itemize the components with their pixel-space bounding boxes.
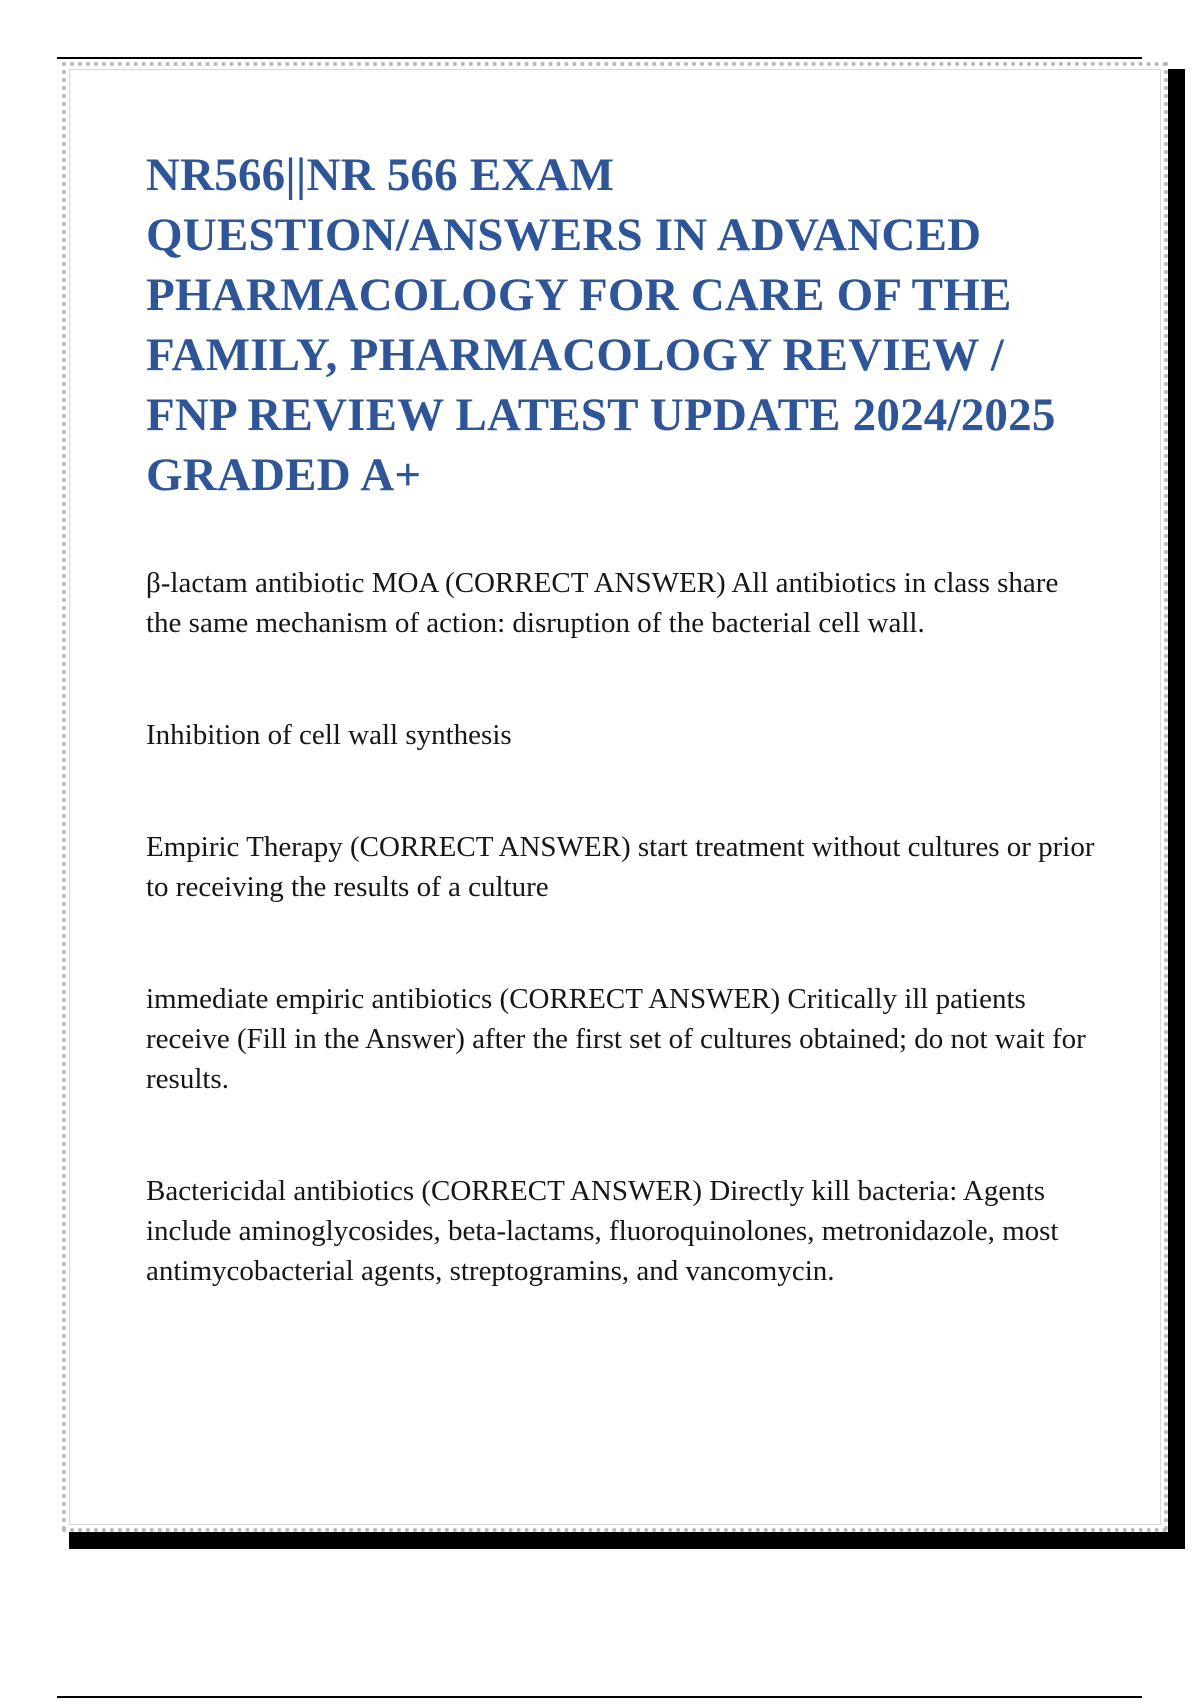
document-content bbox=[146, 145, 1096, 1291]
qa-entries bbox=[146, 563, 1096, 1291]
bottom-divider-line bbox=[57, 1696, 1142, 1698]
qa-entry-beta-lactam-moa: β-lactam antibiotic MOA (CORRECT ANSWER) All antibiotics in class share the same mechanism of action: disruption of the bacterial cell wall. bbox=[146, 567, 1059, 639]
qa-entry-empiric-therapy: Empiric Therapy (CORRECT ANSWER) start treatment without cultures or prior to receiving the results of a culture bbox=[146, 831, 1095, 903]
qa-entry-bactericidal-antibiotics: Bactericidal antibiotics (CORRECT ANSWER) Directly kill bacteria: Agents include aminoglycosides, beta-lactams, fluoroquinolones, metronidazole, most antimycobacterial agents, streptogramins, and vancomycin. bbox=[146, 1175, 1059, 1287]
document-title: NR566||NR 566 EXAM QUESTION/ANSWERS IN ADVANCED PHARMACOLOGY FOR CARE OF THE FAMILY, PHARMACOLOGY REVIEW / FNP REVIEW LATEST UPDATE 2024/2025 GRADED A+ bbox=[146, 149, 1056, 501]
qa-entry-cell-wall-synthesis: Inhibition of cell wall synthesis bbox=[146, 719, 512, 751]
top-divider-line bbox=[57, 57, 1142, 59]
qa-entry-immediate-empiric-antibiotics: immediate empiric antibiotics (CORRECT ANSWER) Critically ill patients receive (Fill in the Answer) after the first set of cultures obtained; do not wait for results. bbox=[146, 983, 1086, 1095]
